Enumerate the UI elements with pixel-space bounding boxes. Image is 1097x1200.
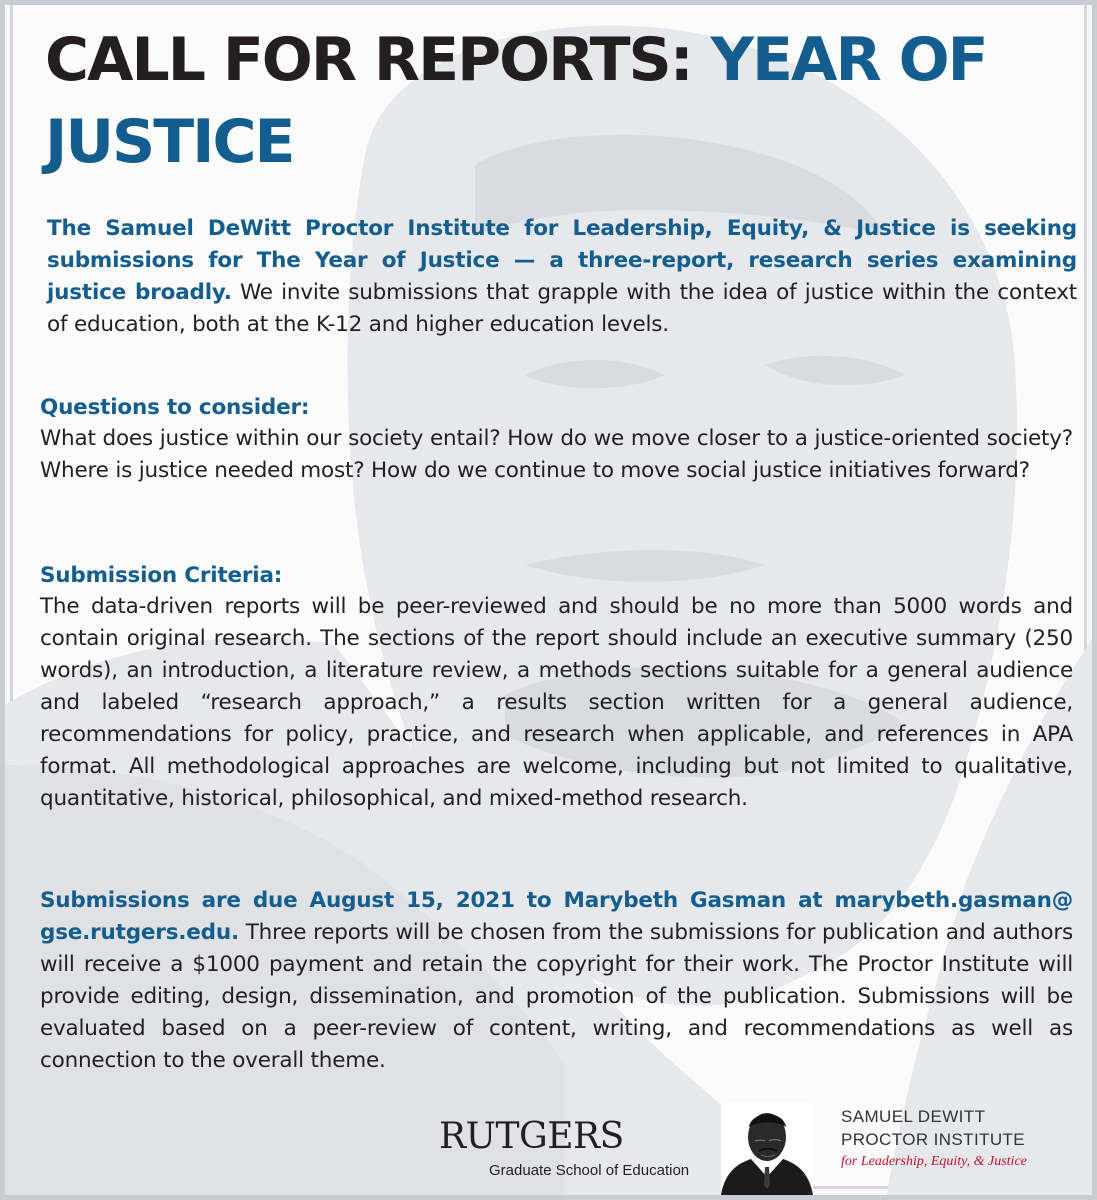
intro-paragraph [47,213,1077,341]
title-main: CALL FOR REPORTS: [45,25,711,95]
questions-section [40,393,1073,487]
intro-bold: The Samuel DeWitt Proctor Institute for Leadership, Equity, & Justice is seeking submissions for The Year of Justice — a three-report, research series examining justice broadly. [47,216,1077,305]
proctor-name-line1: SAMUEL DEWITT [841,1107,986,1126]
deadline-paragraph [40,885,1073,1077]
criteria-section [40,561,1073,815]
page-title [45,19,1075,183]
proctor-logo [841,1105,1091,1173]
rutgers-wordmark: RUTGERS [439,1116,624,1157]
portrait-logo-icon [721,1101,813,1195]
criteria-body: The data-driven reports will be peer-reviewed and should be no more than 5000 words and contain original research. The sections of the report should include an executive summary (250 words), an introduction, a literature review, a methods sections suitable for a general audience and labeled “research approach,” a results section written for a general audience, recommendations for policy, practice, and research when applicable, and references in APA format. All methodological approaches are welcome, including but not limited to qualitative, quantitative, historical, philosophical, and mixed-method research. [40,594,1073,811]
deadline-bold: Submissions are due August 15, 2021 to Marybeth Gasman at marybeth.gasman@ gse.rutgers.edu. [40,888,1073,945]
questions-heading: Questions to consider: [40,395,310,420]
deadline-text: Three reports will be chosen from the submissions for publication and authors will receive a $1000 payment and retain the copyright for their work. The Proctor Institute will provide editing, design, dissemination, and promotion of the publication. Submissions will be evaluated based on a peer-review of content, writing, and recommendations as well as connection to the overall theme. [40,920,1073,1073]
proctor-name-line2: PROCTOR INSTITUTE [841,1130,1026,1149]
questions-body: What does justice within our society entail? How do we move closer to a justice-oriented society? Where is justice needed most? How do we continue to move social justice initiatives forward? [40,426,1073,483]
proctor-tagline: for Leadership, Equity, & Justice [841,1154,1027,1169]
title-accent: YEAR OF JUSTICE [45,25,987,177]
criteria-heading: Submission Criteria: [40,563,283,588]
rutgers-subtitle: Graduate School of Education [489,1162,690,1179]
intro-text: We invite submissions that grapple with the idea of justice within the context of education, both at the K-12 and higher education levels. [47,280,1077,337]
footer-logos [5,1095,1097,1195]
rutgers-logo [439,1117,699,1181]
